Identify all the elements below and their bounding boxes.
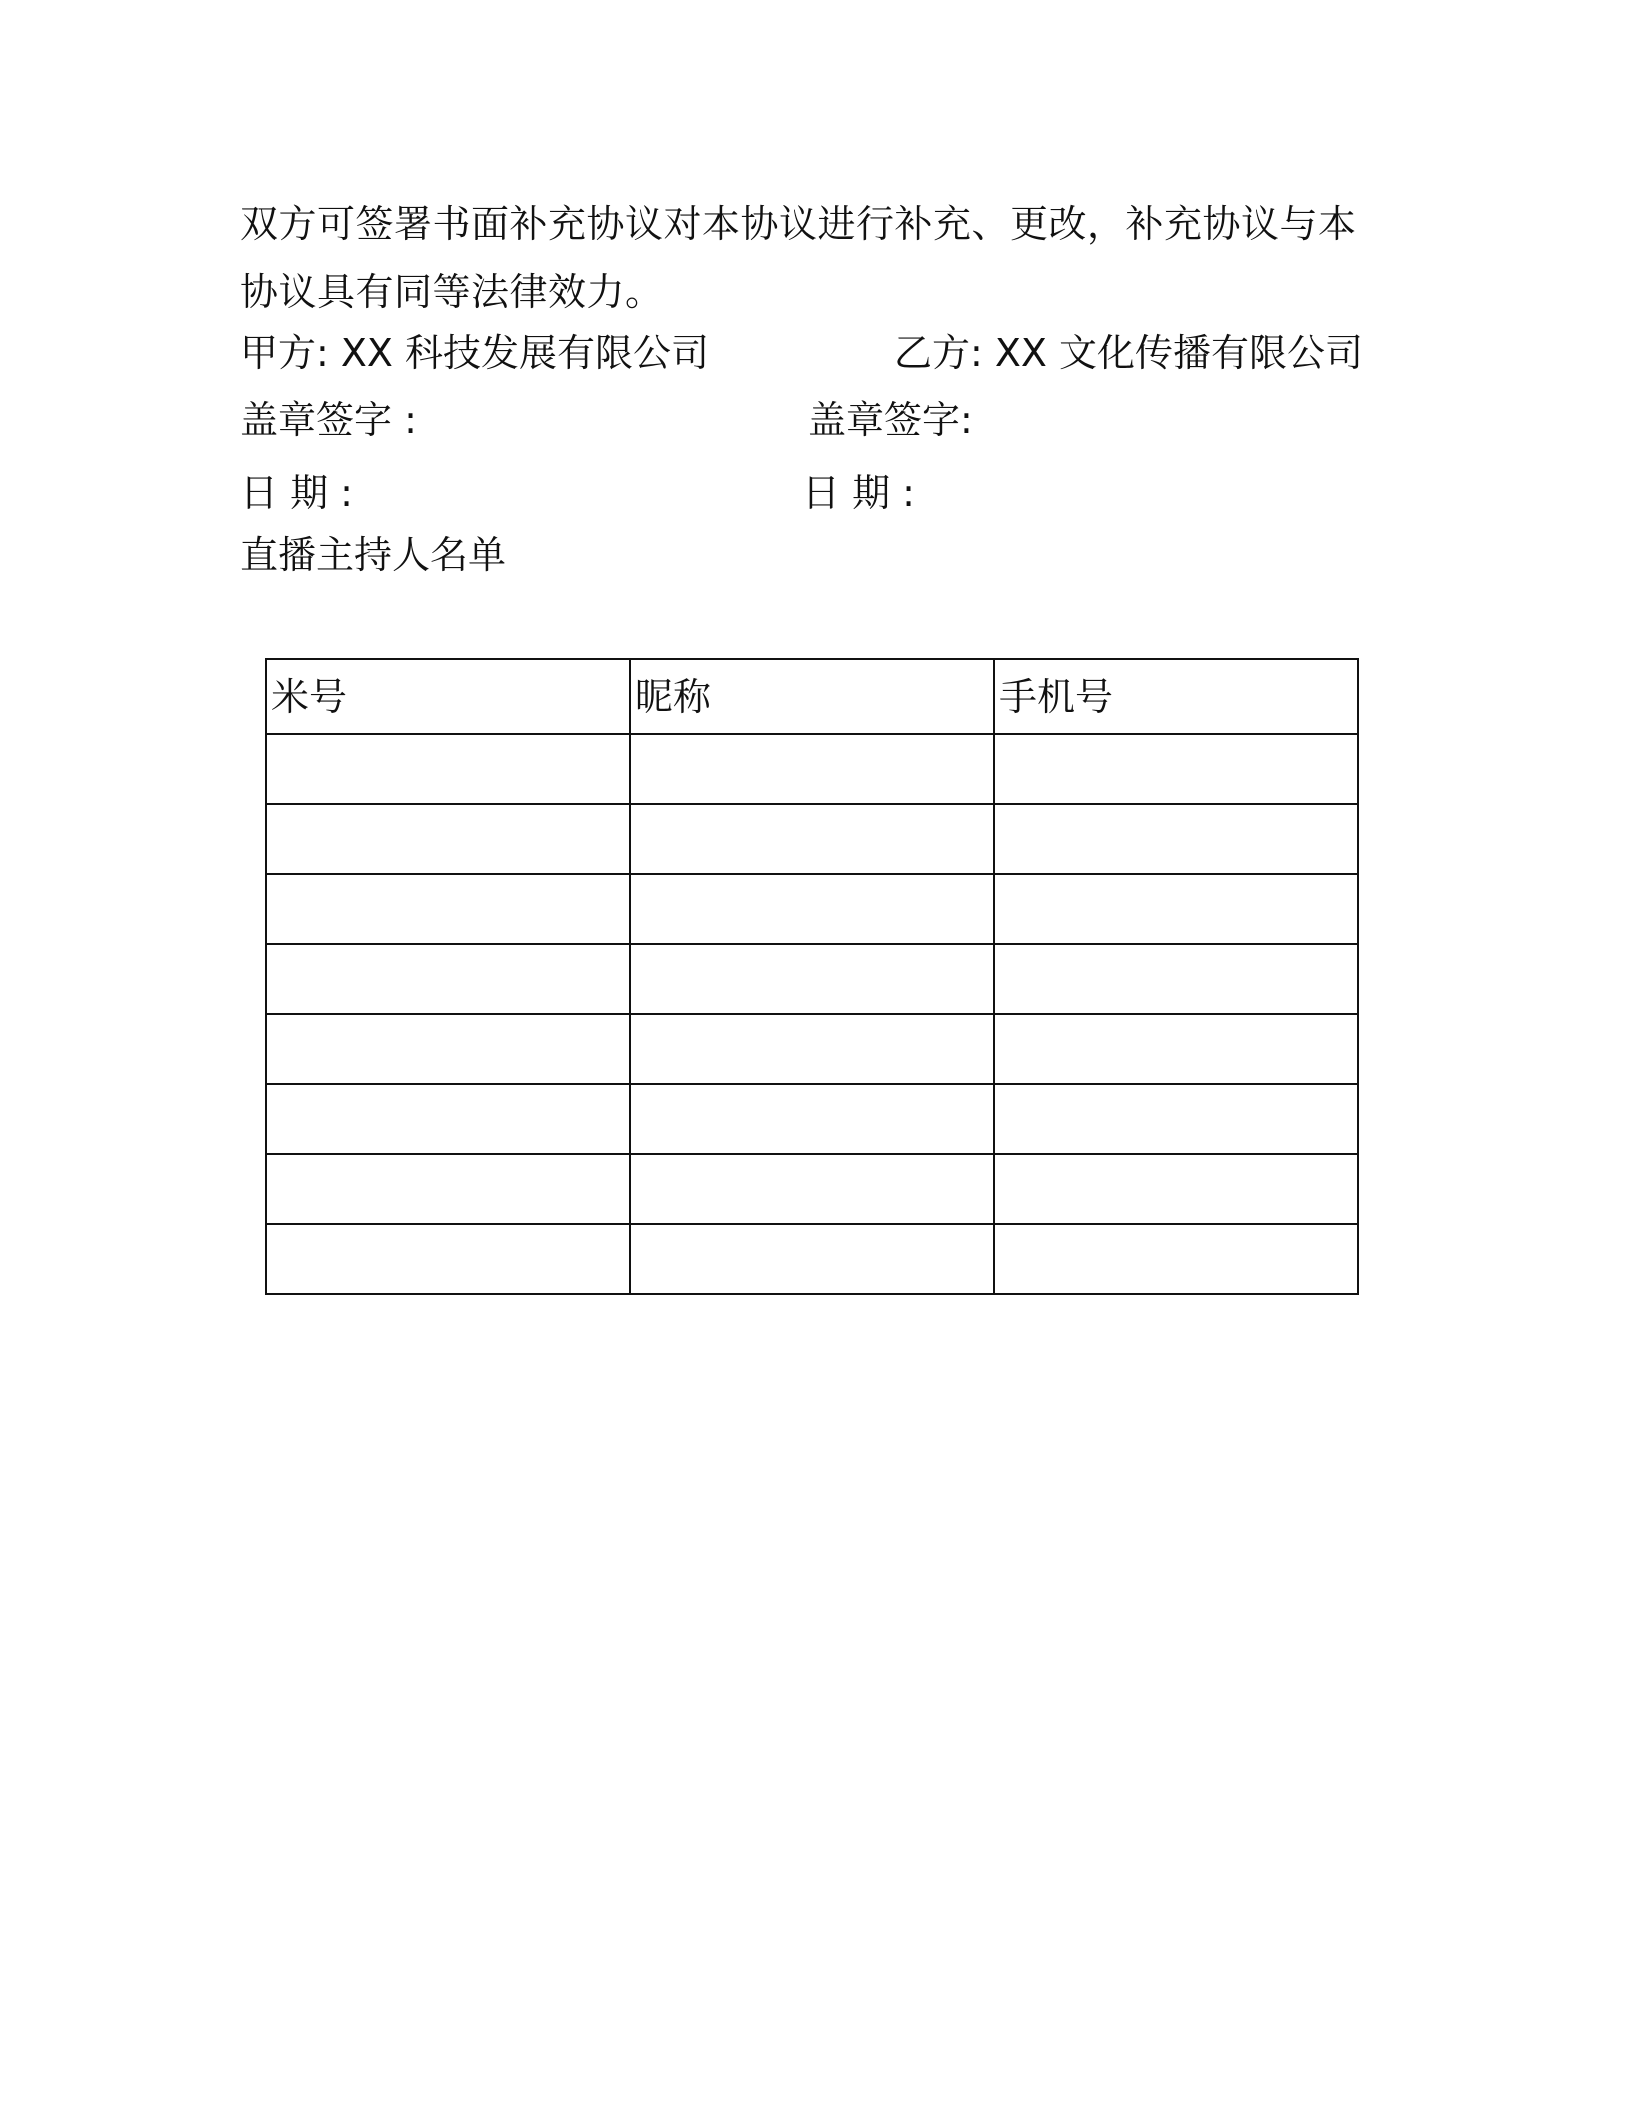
table-row xyxy=(266,1014,1358,1084)
table-row xyxy=(266,1084,1358,1154)
table-cell xyxy=(630,944,994,1014)
table-cell xyxy=(630,734,994,804)
table-cell xyxy=(266,874,630,944)
table-cell xyxy=(994,804,1358,874)
table-cell xyxy=(266,734,630,804)
table-cell xyxy=(630,1154,994,1224)
table-cell xyxy=(266,1224,630,1294)
table-cell xyxy=(630,804,994,874)
table-cell xyxy=(630,1224,994,1294)
table-row xyxy=(266,1154,1358,1224)
table-cell xyxy=(994,1154,1358,1224)
supplementary-agreement-paragraph: 双方可签署书面补充协议对本协议进行补充、更改，补充协议与本协议具有同等法律效力。 xyxy=(240,202,1357,314)
table-cell xyxy=(994,1224,1358,1294)
table-row xyxy=(266,804,1358,874)
table-cell xyxy=(630,1084,994,1154)
host-roster-table xyxy=(265,658,1359,1295)
table-row xyxy=(266,944,1358,1014)
column-header-phone: 手机号 xyxy=(994,659,1358,734)
table-cell xyxy=(266,1014,630,1084)
party-b-date: 日 期 : xyxy=(802,471,915,515)
table-row xyxy=(266,874,1358,944)
table-row xyxy=(266,1224,1358,1294)
party-a-date: 日 期 : xyxy=(240,471,353,515)
party-a-seal-signature: 盖章签字 : xyxy=(240,398,417,442)
party-b-seal-signature: 盖章签字: xyxy=(808,398,973,442)
table-cell xyxy=(994,734,1358,804)
table-cell xyxy=(630,1014,994,1084)
table-cell xyxy=(266,804,630,874)
table-cell xyxy=(994,874,1358,944)
table-cell xyxy=(266,944,630,1014)
party-b-label: 乙方: XX 文化传播有限公司 xyxy=(894,331,1364,375)
host-list-title: 直播主持人名单 xyxy=(240,533,507,577)
table-cell xyxy=(994,1014,1358,1084)
table-cell xyxy=(630,874,994,944)
column-header-mi-id: 米号 xyxy=(266,659,630,734)
party-a-label: 甲方: XX 科技发展有限公司 xyxy=(240,331,710,375)
column-header-nickname: 昵称 xyxy=(630,659,994,734)
table-cell xyxy=(266,1154,630,1224)
table-row xyxy=(266,734,1358,804)
table-cell xyxy=(266,1084,630,1154)
table-cell xyxy=(994,1084,1358,1154)
table-header-row xyxy=(266,659,1358,734)
table-cell xyxy=(994,944,1358,1014)
